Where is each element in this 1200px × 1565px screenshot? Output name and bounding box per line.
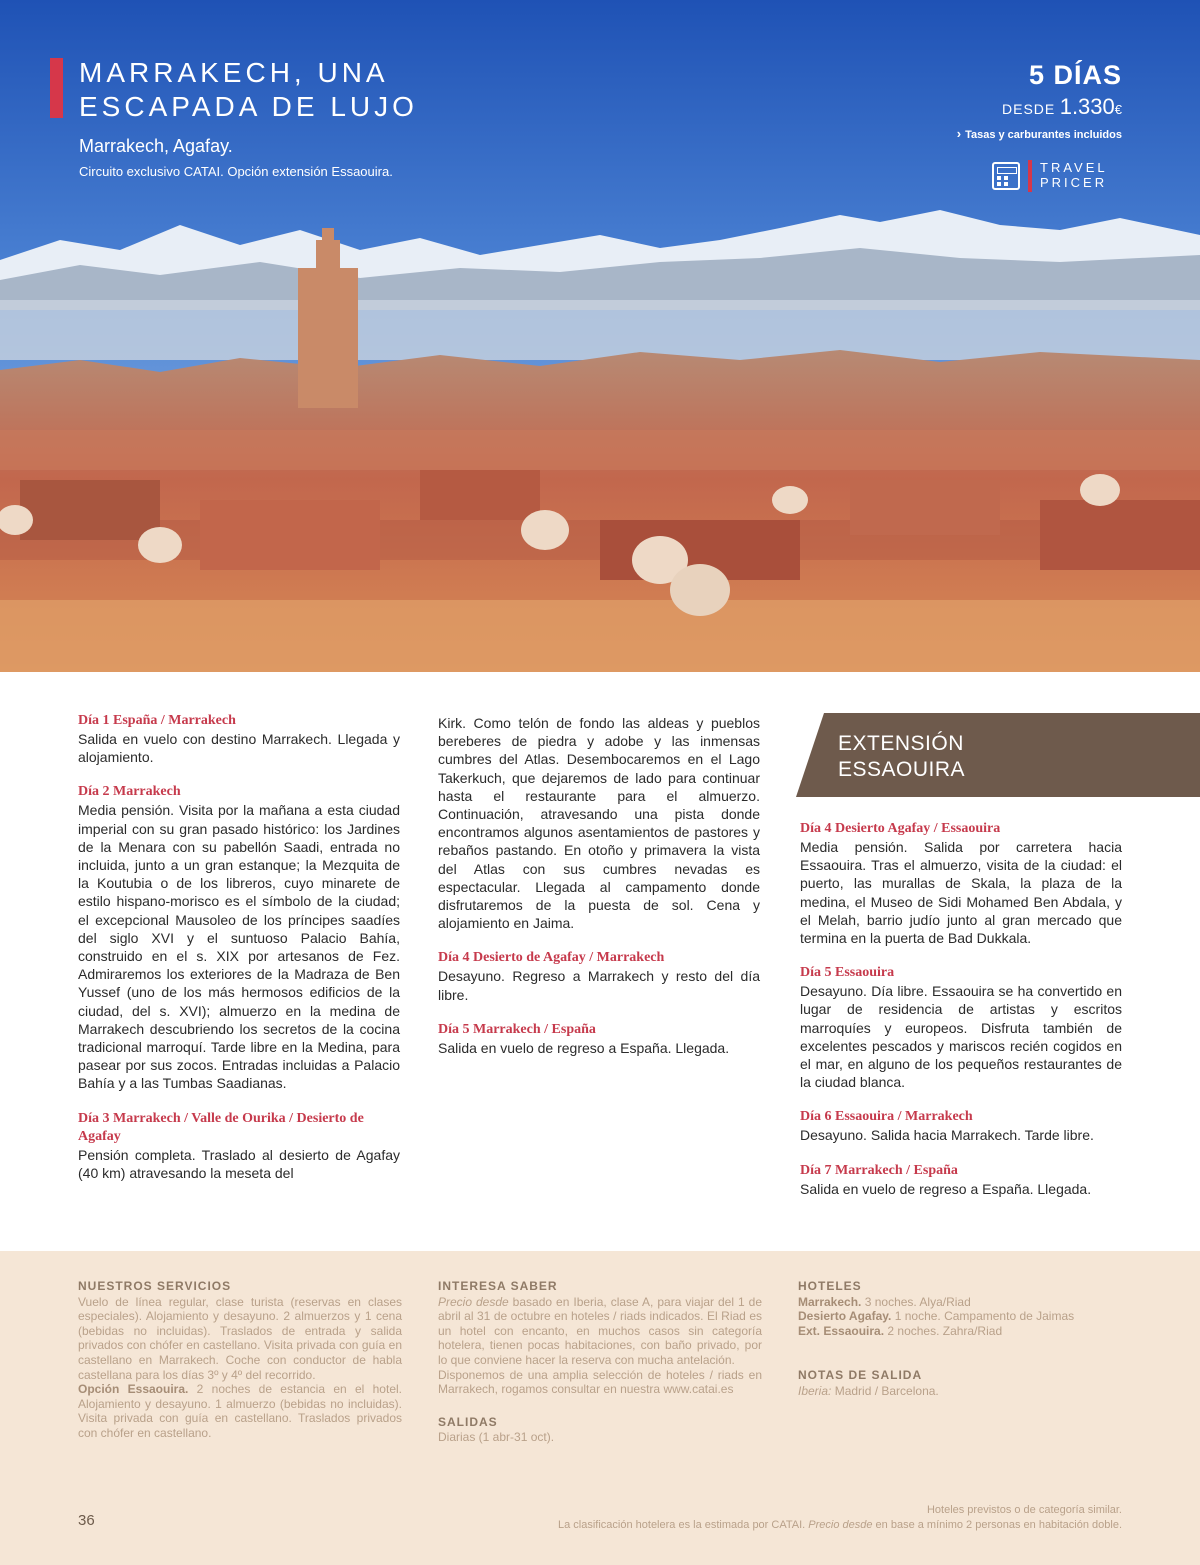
- day-text: Media pensión. Salida por carretera hacia Essaouira. Tras el almuerzo, visita de la ciudad: el puerto, las murallas de Skala, la plaza de la medina, el Museo de Sidi Mohamed Ben Abdala, y el Melah, barrio judío junto al gran mercado que termina en la puerta de Bad Dukkala.: [800, 839, 1122, 947]
- day-title: Día 1 España / Marrakech: [78, 713, 236, 728]
- itinerary-column-1: [78, 712, 400, 1199]
- notes-cities: Madrid / Barcelona.: [831, 1383, 939, 1398]
- extension-day: [800, 964, 1122, 1091]
- footnote-2a: La clasificación hotelera es la estimada por CATAI.: [558, 1518, 809, 1531]
- day-title: Día 3 Marrakech / Valle de Ourika / Desierto de Agafay: [78, 1110, 364, 1144]
- tp-line-1: TRAVEL: [1040, 160, 1108, 175]
- extension-title-line-1: EXTENSIÓN: [838, 732, 964, 755]
- trip-duration: 5 DÍAS: [1028, 60, 1122, 90]
- day-title: Día 5 Marrakech / España: [438, 1021, 596, 1037]
- page-number: 36: [78, 1512, 95, 1529]
- taxes-text: Tasas y carburantes incluidos: [965, 129, 1122, 141]
- travel-pricer-logo[interactable]: [992, 160, 1122, 194]
- tp-line-2: PRICER: [1040, 175, 1108, 190]
- services-heading: NUESTROS SERVICIOS: [78, 1279, 232, 1293]
- hotel-row: [798, 1295, 1122, 1310]
- info-lead: Precio desde: [438, 1294, 509, 1309]
- notes-text: [798, 1384, 1122, 1399]
- hotel-detail: 3 noches. Alya/Riad: [861, 1294, 971, 1309]
- day-text: Desayuno. Salida hacia Marrakech. Tarde libre.: [800, 1127, 1094, 1144]
- logo-accent-bar: [1028, 160, 1032, 192]
- circuit-description: Circuito exclusivo CATAI. Opción extensión Essaouira.: [79, 164, 393, 179]
- day-text: Salida en vuelo de regreso a España. Llegada.: [800, 1180, 1092, 1197]
- day-text: Desayuno. Regreso a Marrakech y resto del día libre.: [438, 968, 760, 1003]
- hotel-detail: 2 noches. Zahra/Riad: [884, 1323, 1003, 1338]
- hotels-section: [798, 1279, 1122, 1399]
- itinerary-day: [78, 783, 400, 1092]
- hotel-place: Desierto Agafay.: [798, 1309, 892, 1324]
- price-currency: €: [1114, 102, 1122, 117]
- day-title: Día 4 Desierto de Agafay / Marrakech: [438, 950, 665, 966]
- travel-pricer-text: [1040, 160, 1108, 190]
- info-text-2: Disponemos de una amplia selección de hoteles / riads en Marrakech, rogamos consultar en nuestra www.catai.es: [438, 1367, 762, 1397]
- itinerary-day: [78, 712, 400, 766]
- extension-title-line-2: ESSAOUIRA: [838, 758, 966, 781]
- extension-column: [800, 820, 1122, 1215]
- title-line-1: MARRAKECH, UNA: [79, 57, 389, 88]
- hotels-heading: HOTELES: [798, 1279, 862, 1293]
- day-text: Salida en vuelo de regreso a España. Llegada.: [438, 1039, 730, 1056]
- extension-day: [800, 820, 1122, 947]
- itinerary-column-2: [438, 714, 760, 1074]
- page-title: [79, 56, 418, 124]
- day-text: Desayuno. Día libre. Essaouira se ha convertido en lugar de residencia de artistas y escritos marroquíes y europeos. Disfruta también de excelentes pescados y mariscos recién cogidos en el mar, en alguno de los pequeños restaurantes de la ciudad blanca.: [800, 983, 1122, 1091]
- hotel-place: Ext. Essaouira.: [798, 1323, 885, 1338]
- info-heading: INTERESA SABER: [438, 1279, 558, 1293]
- services-section: [78, 1279, 402, 1441]
- day-title: Día 5 Essaouira: [800, 965, 895, 981]
- itinerary-day: [438, 1021, 760, 1057]
- price-value: 1.330: [1059, 94, 1115, 119]
- day-title: Día 2 Marrakech: [78, 784, 181, 800]
- notes-airline: Iberia:: [798, 1383, 832, 1398]
- hotel-row: [798, 1324, 1122, 1339]
- taxes-note: [957, 126, 1122, 141]
- info-section: [438, 1279, 762, 1445]
- info-body: basado en Iberia, clase A, para viajar del 1 de abril al 31 de octubre en hoteles / riads indicados. El Riad es un hotel con encanto, en muchos casos sin categoría hotelera, tienen pocas habitaciones, con baño privado, por lo que conviene hacer la reserva con mucha antelación.: [438, 1294, 763, 1367]
- hotel-row: [798, 1309, 1122, 1324]
- services-body: Vuelo de línea regular, clase turista (reservas en clases especiales). Alojamiento y desayuno. 2 almuerzos y 1 cena (bebidas no incluidas). Traslados de entrada y salida privados con chófer en castellano. Visita privada con guía en castellano en Marrakech. Coche con conductor de habla castellana para los días 3º y 4º del recorrido.: [78, 1294, 402, 1382]
- itinerary-day: [438, 949, 760, 1003]
- option-text: 2 noches de estancia en el hotel. Alojamiento y desayuno. 1 almuerzo (bebidas no incluidas). Visita privada con guía en castellano. Traslados privados con chófer en castellano.: [78, 1382, 402, 1440]
- day-title: Día 7 Marrakech / España: [800, 1162, 958, 1178]
- extension-day: [800, 1162, 1122, 1198]
- price-label: DESDE: [1002, 101, 1056, 117]
- departures-heading: SALIDAS: [438, 1414, 498, 1429]
- notes-heading: NOTAS DE SALIDA: [798, 1368, 923, 1383]
- chevron-right-icon: ›: [956, 126, 962, 141]
- footnotes: [558, 1503, 1122, 1532]
- itinerary-day: [78, 1110, 400, 1182]
- extension-title: [838, 731, 965, 783]
- day-text: Pensión completa. Traslado al desierto de Agafay (40 km) atravesando la meseta del: [78, 1146, 400, 1181]
- footnote-2c: en base a mínimo 2 personas en habitación doble.: [872, 1518, 1122, 1531]
- title-line-2: ESCAPADA DE LUJO: [79, 91, 418, 122]
- price: [1002, 94, 1122, 120]
- option-label: Opción Essaouira.: [78, 1382, 189, 1397]
- info-text: [438, 1295, 762, 1368]
- itinerary-day-continued: [438, 714, 760, 932]
- day-title: Día 4 Desierto Agafay / Essaouira: [800, 821, 1001, 836]
- hotel-detail: 1 noche. Campamento de Jaimas: [891, 1309, 1075, 1324]
- footnote-2b: Precio desde: [808, 1518, 873, 1531]
- hotel-place: Marrakech.: [798, 1294, 862, 1309]
- departures-text: Diarias (1 abr-31 oct).: [438, 1430, 555, 1445]
- day-text: Media pensión. Visita por la mañana a esta ciudad imperial con su gran pasado histórico: los Jardines de la Menara con su pabellón Saadi, entrada no incluida, junto a un gran estanque; la Mezquita de la Koutubia o de los libreros, cuyo minarete de estilo hispano-morisco es el símbolo de la ciudad; el excepcional Mausoleo de los príncipes saadíes del siglo XVI y el suntuoso Palacio Bahía, construido en el s. XIX por artesanos de Fez. Admiraremos los exteriores de la Madraza de Ben Yussef (uno de los más hermosos edificios de la ciudad, del s. XVI); almuerzo en la medina de Marrakech descubriendo los secretos de la cocina tradicional marroquí. Tarde libre en la Medina, para pasear por sus zocos. Entradas incluidas a Palacio Bahía y a las Tumbas Saadianas.: [78, 802, 400, 1092]
- services-text: [78, 1295, 402, 1441]
- day-text: Kirk. Como telón de fondo las aldeas y pueblos bereberes de piedra y adobe y las inmensas cumbres del Atlas. Desembocaremos en el Lago Takerkuch, que dejaremos de lado para continuar hasta el restaurante para el almuerzo. Continuación, atravesando una pista donde encontramos algunos asentamientos de pastores y rebaños pastando. En otoño y primavera la vista del Atlas con sus cumbres nevadas es espectacular. Llegada al campamento donde disfrutaremos de la puesta de sol. Cena y alojamiento en Jaima.: [438, 715, 760, 932]
- calculator-icon: [992, 162, 1020, 190]
- extension-day: [800, 1108, 1122, 1144]
- footnote-1: Hoteles previstos o de categoría similar.: [926, 1504, 1122, 1516]
- day-text: Salida en vuelo con destino Marrakech. Llegada y alojamiento.: [78, 731, 400, 766]
- day-title: Día 6 Essaouira / Marrakech: [800, 1109, 973, 1125]
- destinations: Marrakech, Agafay.: [79, 136, 233, 156]
- title-accent-bar: [50, 58, 63, 118]
